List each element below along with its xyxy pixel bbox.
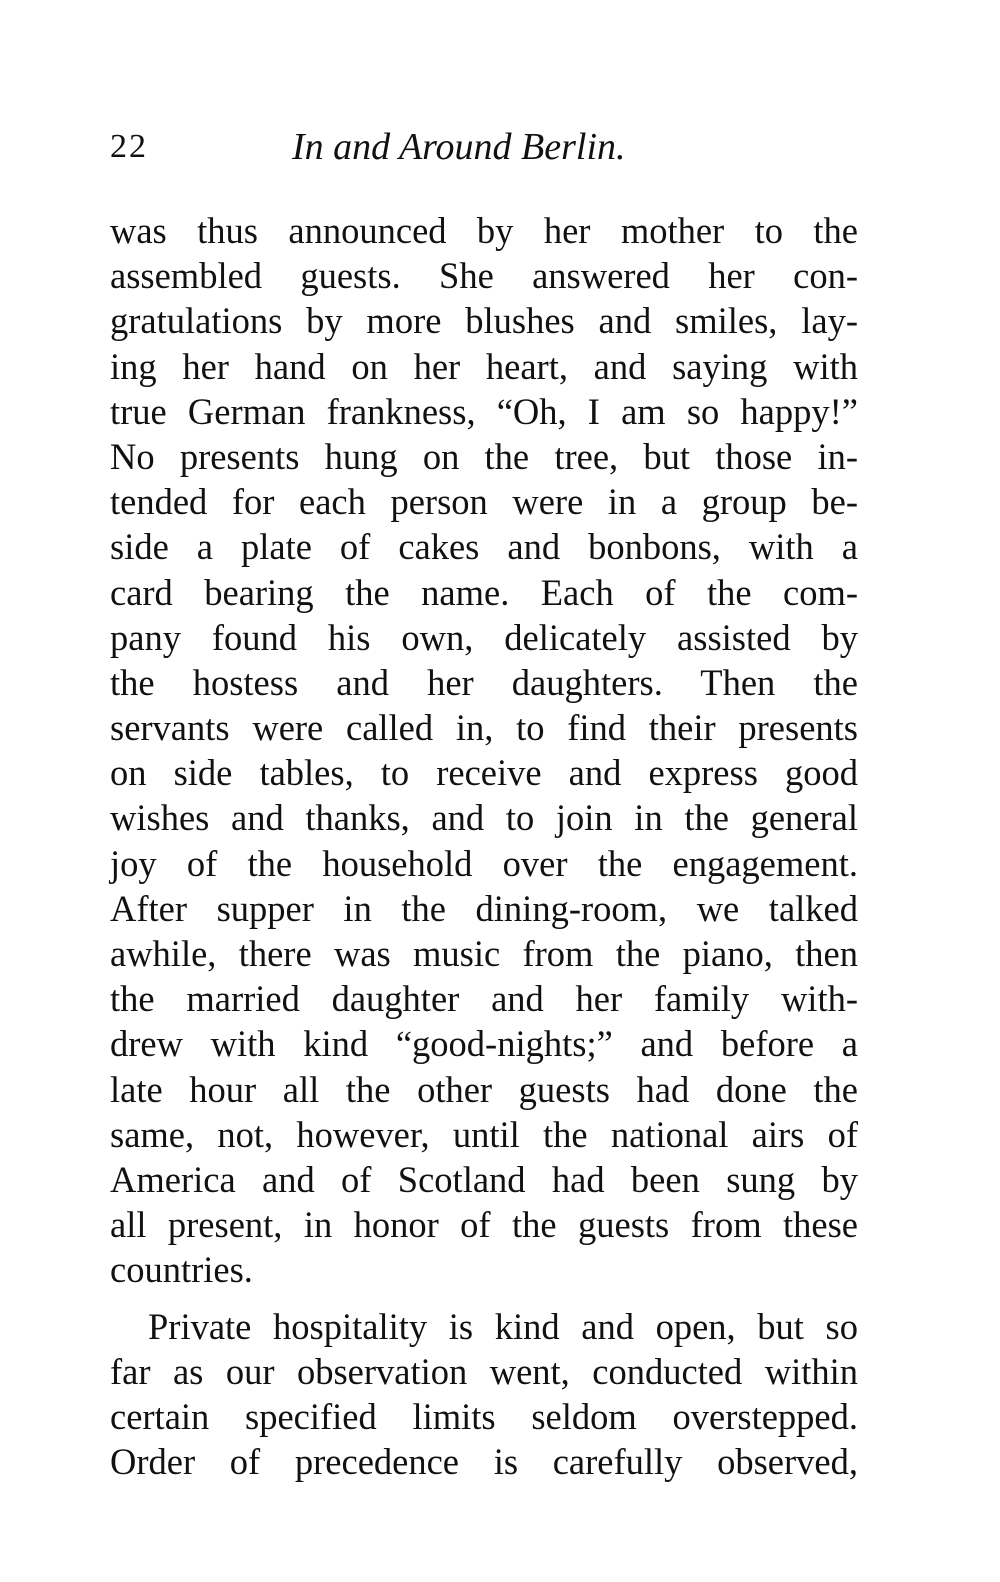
text-line: drew with kind “good-nights;” and before a [110,1023,858,1065]
paragraph-1 [110,208,858,1293]
text-line: same, not, however, until the national airs of [110,1113,858,1155]
text-line: Private hospitality is kind and open, but so [148,1305,858,1347]
text-line: awhile, there was music from the piano, then [110,933,858,974]
paragraph-2 [110,1304,858,1485]
text-line: late hour all the other guests had done the [110,1068,858,1110]
text-line: assembled guests. She answered her con- [110,255,858,297]
text-line: far as our observation went, conducted within [110,1350,858,1392]
text-line: ing her hand on her heart, and saying with [110,345,858,387]
text-line: No presents hung on the tree, but those in- [110,435,858,477]
text-line: true German frankness, “Oh, I am so happy!” [110,390,858,432]
text-line: tended for each person were in a group be- [110,481,858,523]
text-line: wishes and thanks, and to join in the general [110,797,858,839]
text-line: the married daughter and her family with- [110,978,858,1020]
text-line: card bearing the name. Each of the com- [110,571,858,613]
page-number: 22 [110,128,148,165]
text-line: countries. [110,1249,253,1291]
text-line: Order of precedence is carefully observed, [110,1441,858,1483]
text-line: side a plate of cakes and bonbons, with a [110,526,858,568]
text-line: joy of the household over the engagement. [110,842,858,884]
text-line: After supper in the dining-room, we talked [110,887,858,929]
text-line: gratulations by more blushes and smiles, lay- [110,300,858,342]
text-line: servants were called in, to find their presents [110,707,858,749]
text-line: all present, in honor of the guests from these [110,1204,858,1246]
text-line: on side tables, to receive and express good [110,752,858,794]
text-line: was thus announced by her mother to the [110,210,858,251]
text-line: certain specified limits seldom overstepped. [110,1395,858,1437]
running-header [110,122,870,172]
text-line: pany found his own, delicately assisted by [110,616,858,658]
running-title: In and Around Berlin. [292,126,626,168]
text-line: the hostess and her daughters. Then the [110,661,858,703]
body-text [110,208,858,1484]
text-line: America and of Scotland had been sung by [110,1158,858,1200]
